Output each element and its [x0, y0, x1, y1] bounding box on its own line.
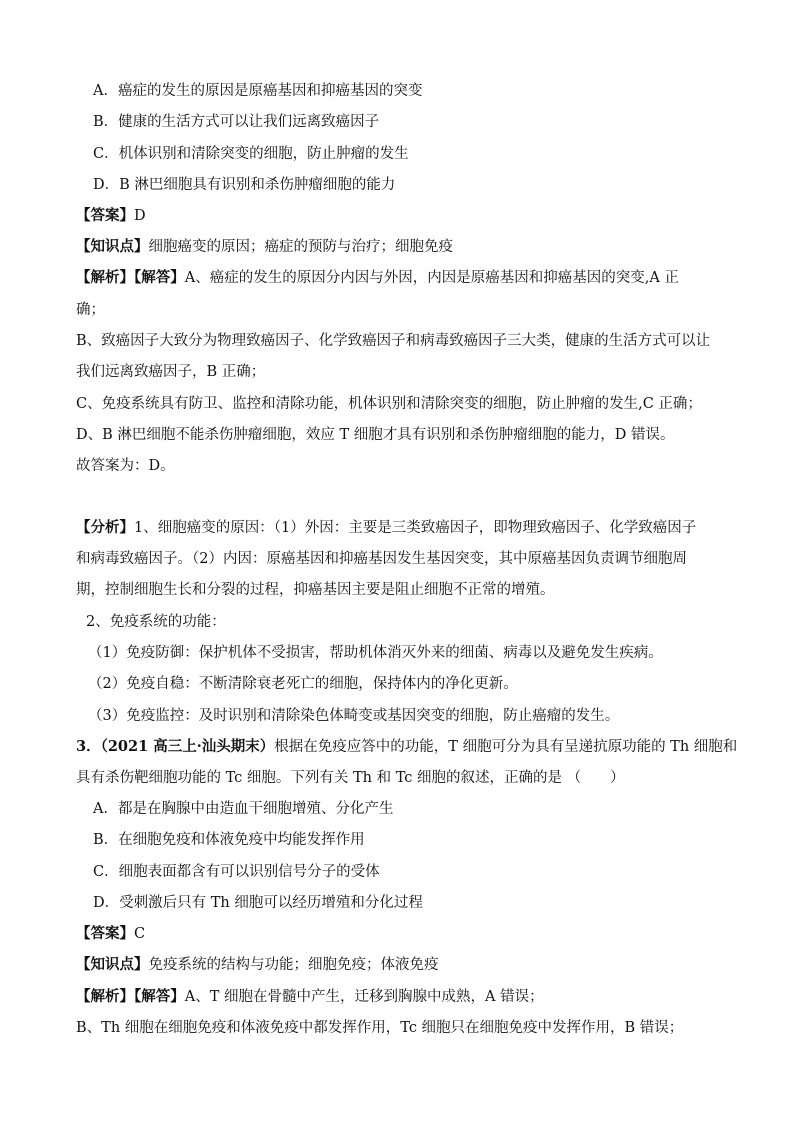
q3-option-a: A．都是在胸腺中由造血干细胞增殖、分化产生 — [93, 801, 394, 817]
q2-analysis-line-5: C、免疫系统具有防卫、监控和清除功能，机体识别和清除突变的细胞，防止肿瘤的发生,C 正确； — [76, 396, 702, 412]
q2-knowledge — [76, 237, 453, 257]
q2-option-b: B．健康的生活方式可以让我们远离致癌因子 — [93, 114, 380, 130]
q3-analysis-line-2: B、Th 细胞在细胞免疫和体液免疫中都发挥作用，Tc 细胞只在细胞免疫中发挥作用，B 错误； — [76, 1020, 684, 1036]
answer-tag: 【答案】 — [76, 925, 134, 942]
q3-stem-text: 根据在免疫应答中的功能，T 细胞可分为具有呈递抗原功能的 Th 细胞和 — [274, 739, 738, 755]
q3-option-b: B．在细胞免疫和体液免疫中均能发挥作用 — [93, 832, 365, 848]
answer-value: D — [134, 208, 146, 224]
q2-fenxi-line-5: （1）免疫防御：保护机体不受损害，帮助机体消灭外来的细菌、病毒以及避免发生疾病。 — [88, 645, 663, 661]
fenxi-text: 1、细胞癌变的原因：（1）外因：主要是三类致癌因子，即物理致癌因子、化学致癌因子 — [134, 520, 697, 536]
q3-source: （2021 高三上·汕头期末） — [100, 738, 275, 755]
q2-analysis-line-3: B、致癌因子大致分为物理致癌因子、化学致癌因子和病毒致癌因子三大类，健康的生活方式可以让 — [76, 333, 711, 349]
q3-analysis-line-1 — [76, 987, 544, 1007]
q2-fenxi-line-3: 期，控制细胞生长和分裂的过程，抑癌基因主要是阻止细胞不正常的增殖。 — [76, 582, 555, 598]
analysis-text: A、T 细胞在骨髓中产生，迁移到胸腺中成熟，A 错误； — [184, 989, 544, 1005]
q2-analysis-line-1 — [76, 268, 679, 288]
analysis-tag: 【解析】【解答】 — [76, 269, 185, 286]
knowledge-text: 免疫系统的结构与功能；细胞免疫；体液免疫 — [148, 957, 439, 973]
q3-number: 3． — [76, 738, 101, 755]
q2-fenxi-line-1 — [76, 518, 696, 538]
answer-value: C — [134, 926, 146, 942]
q2-fenxi-line-6: （2）免疫自稳：不断清除衰老死亡的细胞，保持体内的净化更新。 — [88, 676, 518, 692]
q2-analysis-line-6: D、B 淋巴细胞不能杀伤肿瘤细胞，效应 T 细胞才具有识别和杀伤肿瘤细胞的能力，D 错误。 — [76, 427, 675, 443]
q3-answer — [76, 924, 145, 944]
q2-fenxi-line-7: （3）免疫监控：及时识别和清除染色体畸变或基因突变的细胞，防止癌瘤的发生。 — [88, 708, 620, 724]
q3-stem-line-2: 具有杀伤靶细胞功能的 Tc 细胞。下列有关 Th 和 Tc 细胞的叙述，正确的是 （ ） — [76, 770, 625, 786]
fenxi-tag: 【分析】 — [76, 519, 134, 536]
q2-analysis-line-4: 我们远离致癌因子，B 正确； — [76, 364, 266, 380]
q2-fenxi-line-2: 和病毒致癌因子。（2）内因：原癌基因和抑癌基因发生基因突变，其中原癌基因负责调节细胞周 — [76, 551, 687, 567]
knowledge-tag: 【知识点】 — [76, 238, 149, 255]
q2-fenxi-line-4: 2、免疫系统的功能： — [86, 614, 226, 630]
analysis-text: A、癌症的发生的原因分内因与外因，内因是原癌基因和抑癌基因的突变,A 正 — [184, 270, 679, 286]
knowledge-text: 细胞癌变的原因；癌症的预防与治疗；细胞免疫 — [148, 239, 453, 255]
knowledge-tag: 【知识点】 — [76, 956, 149, 973]
q2-analysis-line-2: 确； — [76, 302, 105, 318]
q2-analysis-line-7: 故答案为：D。 — [76, 458, 175, 474]
q3-knowledge — [76, 955, 439, 975]
q2-option-c: C．机体识别和清除突变的细胞，防止肿瘤的发生 — [93, 146, 409, 162]
answer-tag: 【答案】 — [76, 207, 134, 224]
q2-answer — [76, 206, 146, 226]
analysis-tag: 【解析】【解答】 — [76, 988, 185, 1005]
q2-option-d: D．B 淋巴细胞具有识别和杀伤肿瘤细胞的能力 — [93, 177, 396, 193]
q2-option-a: A．癌症的发生的原因是原癌基因和抑癌基因的突变 — [93, 83, 423, 99]
q3-option-c: C．细胞表面都含有可以识别信号分子的受体 — [93, 864, 380, 880]
q3-stem-line-1 — [76, 737, 737, 757]
q3-option-d: D．受刺激后只有 Th 细胞可以经历增殖和分化过程 — [93, 895, 423, 911]
